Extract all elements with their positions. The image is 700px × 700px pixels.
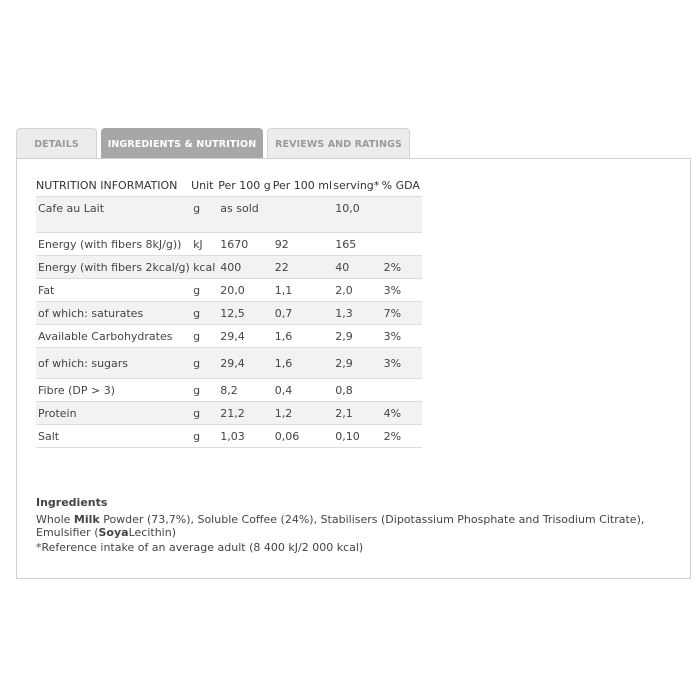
table-cell: 2,9 — [333, 325, 381, 348]
table-cell: 1,6 — [273, 348, 334, 379]
table-cell: 29,4 — [218, 325, 272, 348]
table-row — [36, 197, 422, 233]
table-cell: 0,8 — [333, 379, 381, 402]
table-cell: 21,2 — [218, 402, 272, 425]
table-cell: 92 — [273, 233, 334, 256]
table-cell: Fibre (DP > 3) — [36, 379, 191, 402]
table-row — [36, 325, 422, 348]
table-cell: of which: sugars — [36, 348, 191, 379]
table-row — [36, 279, 422, 302]
ingredients-allergen: Soya — [98, 526, 129, 539]
table-cell: 10,0 — [333, 197, 381, 233]
header-cell: Unit — [191, 178, 214, 192]
table-cell: 165 — [333, 233, 381, 256]
ingredients-text-part: Powder (73,7%), Soluble Coffee (24%), Stabilisers (Dipotassium Phosphate and Trisodium Citrate), Emulsifier ( — [36, 513, 645, 539]
table-cell: Available Carbohydrates — [36, 325, 191, 348]
table-row — [36, 425, 422, 448]
table-cell: 3% — [382, 279, 422, 302]
table-cell: 20,0 — [218, 279, 272, 302]
table-cell: g — [191, 379, 218, 402]
table-cell: Energy (with fibers 2kcal/g) — [36, 256, 191, 279]
table-cell: 12,5 — [218, 302, 272, 325]
table-cell: 40 — [333, 256, 381, 279]
reference-note: *Reference intake of an average adult (8 400 kJ/2 000 kcal) — [36, 541, 364, 554]
table-cell: 400 — [218, 256, 272, 279]
table-cell: 2% — [382, 425, 422, 448]
ingredients-allergen: Milk — [73, 513, 100, 526]
tab-ingredients-nutrition[interactable]: INGREDIENTS & NUTRITION — [101, 128, 263, 159]
table-cell: Protein — [36, 402, 191, 425]
table-cell: g — [191, 402, 218, 425]
table-cell: 1,6 — [273, 325, 334, 348]
table-cell — [382, 197, 422, 233]
table-cell: g — [191, 425, 218, 448]
header-cell: Per 100 ml — [272, 178, 333, 192]
table-cell: g — [191, 302, 218, 325]
table-row — [36, 233, 422, 256]
table-cell: 3% — [382, 325, 422, 348]
ingredients-text-part: Whole — [36, 513, 74, 526]
table-cell: 3% — [382, 348, 422, 379]
tab-details[interactable]: DETAILS — [16, 128, 97, 159]
table-cell: Fat — [36, 279, 191, 302]
header-cell: NUTRITION INFORMATION — [36, 178, 178, 192]
table-cell: 22 — [273, 256, 334, 279]
table-cell: 29,4 — [218, 348, 272, 379]
header-cell: Per 100 g — [218, 178, 271, 192]
table-cell: 2,1 — [333, 402, 381, 425]
ingredients-text — [36, 513, 686, 539]
table-cell: g — [191, 279, 218, 302]
table-cell: 1,1 — [273, 279, 334, 302]
table-cell: Salt — [36, 425, 191, 448]
table-cell: 1,3 — [333, 302, 381, 325]
table-cell: g — [191, 348, 218, 379]
table-cell — [273, 197, 334, 233]
table-cell: as sold — [218, 197, 272, 233]
table-cell: 1670 — [218, 233, 272, 256]
table-row — [36, 379, 422, 402]
ingredients-title: Ingredients — [36, 496, 108, 509]
table-cell: 2% — [382, 256, 422, 279]
table-cell: kcal — [191, 256, 218, 279]
table-cell: 7% — [382, 302, 422, 325]
tab-reviews-ratings[interactable]: REVIEWS AND RATINGS — [267, 128, 410, 159]
table-row — [36, 402, 422, 425]
table-cell — [382, 233, 422, 256]
table-row — [36, 256, 422, 279]
table-header-row — [36, 174, 422, 197]
table-cell: 2,9 — [333, 348, 381, 379]
ingredients-text-part: Lecithin) — [128, 526, 176, 539]
table-row — [36, 348, 422, 379]
table-cell: kJ — [191, 233, 218, 256]
table-cell: 4% — [382, 402, 422, 425]
table-cell: of which: saturates — [36, 302, 191, 325]
table-cell: 1,03 — [218, 425, 272, 448]
nutrition-table — [36, 174, 422, 448]
tab-bar — [16, 128, 414, 159]
table-cell: 0,7 — [273, 302, 334, 325]
tab-panel — [16, 158, 691, 579]
table-cell: g — [191, 197, 218, 233]
table-cell: 0,06 — [273, 425, 334, 448]
table-cell — [382, 379, 422, 402]
table-cell: 0,10 — [333, 425, 381, 448]
table-cell: Energy (with fibers 8kJ/g)) — [36, 233, 191, 256]
table-cell: 0,4 — [273, 379, 334, 402]
header-cell: % GDA — [381, 178, 420, 192]
table-cell: 8,2 — [218, 379, 272, 402]
table-cell: 1,2 — [273, 402, 334, 425]
table-cell: 2,0 — [333, 279, 381, 302]
table-row — [36, 302, 422, 325]
ingredients-section — [36, 496, 686, 554]
header-cell: serving* — [333, 178, 380, 192]
table-cell: Cafe au Lait — [36, 197, 191, 233]
table-cell: g — [191, 325, 218, 348]
